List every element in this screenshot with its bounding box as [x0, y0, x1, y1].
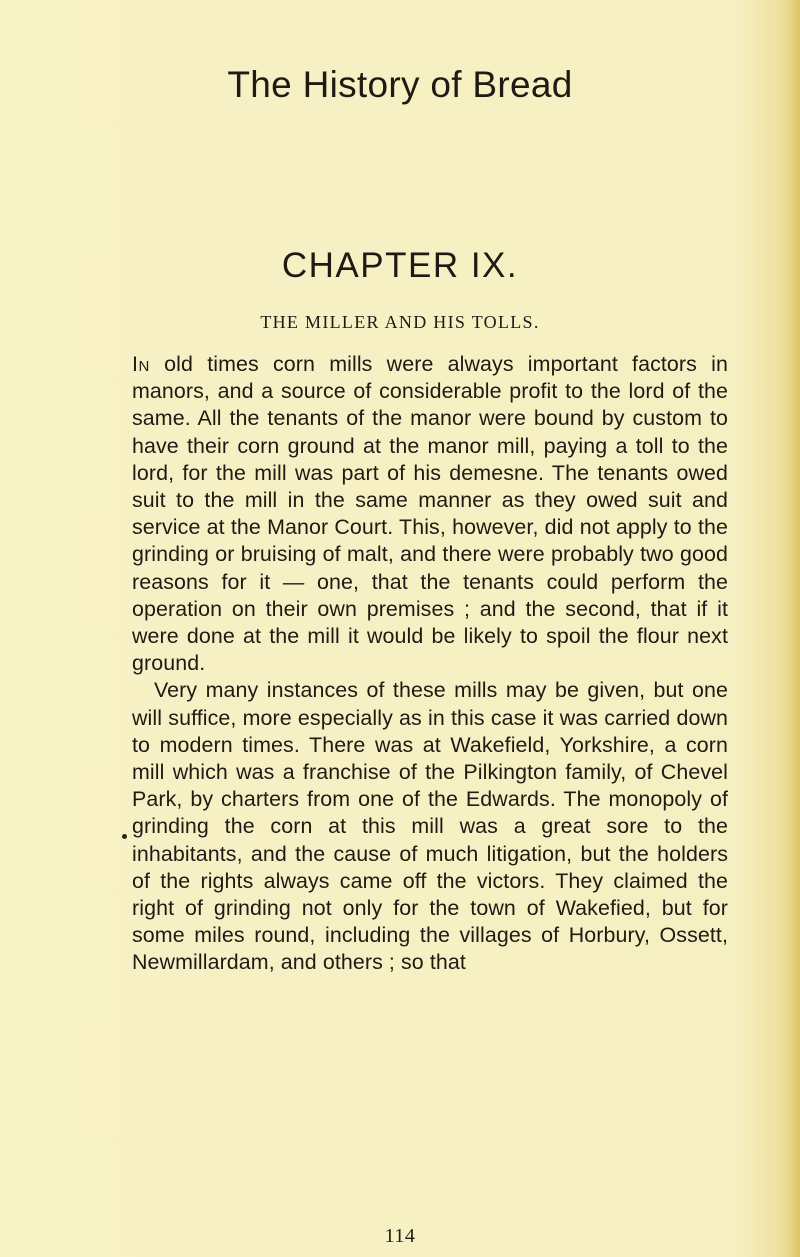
paragraph-1 — [132, 351, 728, 677]
paragraph-2: Very many instances of these mills may be given, but one will suffice, more especially as in this case it was carried down to modern times. There was at Wakefield, Yorkshire, a corn mill which was a franchise of the Pilkington family, of Chevel Park, by charters from one of the Edwards. The monopoly of grinding the corn at this mill was a great sore to the inhabitants, and the cause of much litigation, but the holders of the rights always came off the victors. They claimed the right of grinding not only for the town of Wakefied, but for some miles round, including the villages of Horbury, Ossett, Newmillardam, and others ; so that — [132, 678, 728, 975]
ink-speck — [122, 834, 127, 839]
page-edge-shading — [790, 0, 800, 1257]
chapter-title: THE MILLER AND HIS TOLLS. — [260, 312, 540, 332]
chapter-number: CHAPTER IX. — [281, 246, 519, 285]
page-number: 114 — [384, 1225, 416, 1247]
body-text — [132, 351, 728, 977]
paragraph-1-text: old times corn mills were always important factors in manors, and a source of considerable profit to the lord of the same. All the tenants of the manor were bound by custom to have their corn ground at the manor mill, paying a toll to the lord, for the mill was part of his demesne. The tenants owed suit to the mill in the same manner as they owed suit and service at the Manor Court. This, however, did not apply to the grinding or bruising of malt, and there were probably two good reasons for it — one, that the tenants could perform the operation on their own premises ; and the second, that if it were done at the mill it would be likely to spoil the flour next ground. — [132, 352, 728, 676]
running-head: The History of Bread — [227, 64, 573, 105]
paragraph-1-lead: In — [132, 352, 150, 376]
